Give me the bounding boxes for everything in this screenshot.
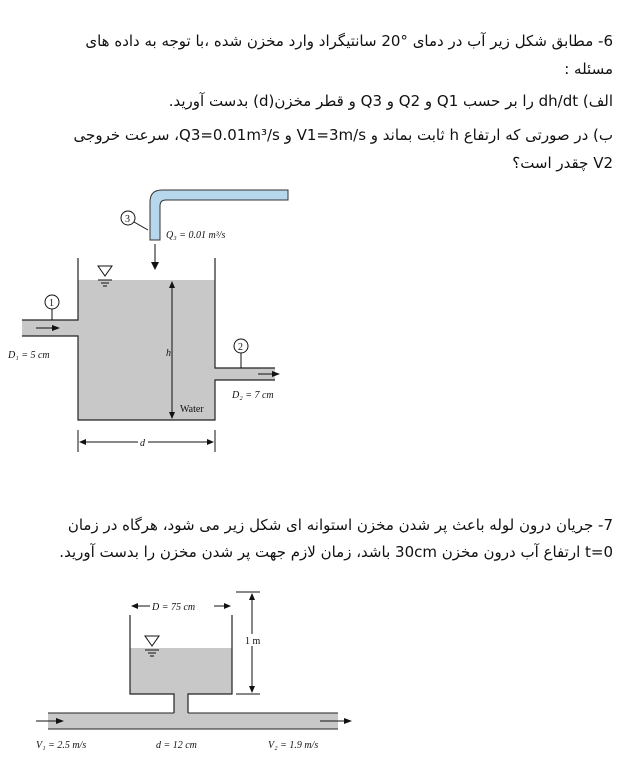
h-label: h [166,348,171,359]
problem6-part-b-line2: V2 چقدر است؟ [512,154,613,172]
problem7-line1: 7- جریان درون لوله باعث پر شدن مخزن استوانه ای شکل زیر می شود، هرگاه در زمان [67,516,613,534]
v1-label: V₁ = 2.5 m/s [36,740,87,751]
d-label: d [140,438,145,449]
problem6-part-a: الف) dh/dt را بر حسب Q1 و Q2 و Q3 و قطر مخزن(d) بدست آورید. [168,92,613,110]
problem7-line2: t=0 ارتفاع آب درون مخزن 30cm باشد، زمان لازم جهت پر شدن مخزن را بدست آورید. [59,543,613,561]
d2-label: D₂ = 7 cm [232,390,274,401]
q3-label: Q₃ = 0.01 m³/s [166,230,226,241]
problem6-line1: 6- مطابق شکل زیر آب در دمای °20 سانتیگراد وارد مخزن شده ،با توجه به داده های [85,32,613,50]
height-label: 1 m [245,636,261,647]
water-label: Water [180,404,204,415]
v2-label: V₂ = 1.9 m/s [268,740,319,751]
pipe-water [48,694,338,729]
label-1: 1 [49,298,54,309]
d1-label: D₁ = 5 cm [8,350,50,361]
tank2-water [130,648,232,694]
problem6-line2: مسئله : [564,60,613,78]
label-2: 2 [238,342,243,353]
problem6-part-b-line1: ب) در صورتی که ارتفاع h ثابت بماند و V1=3m/s و Q3=0.01m³/s، سرعت خروجی [73,126,613,144]
label-3: 3 [125,214,130,225]
d-label-2: d = 12 cm [156,740,197,751]
D-label: D = 75 cm [152,602,196,613]
